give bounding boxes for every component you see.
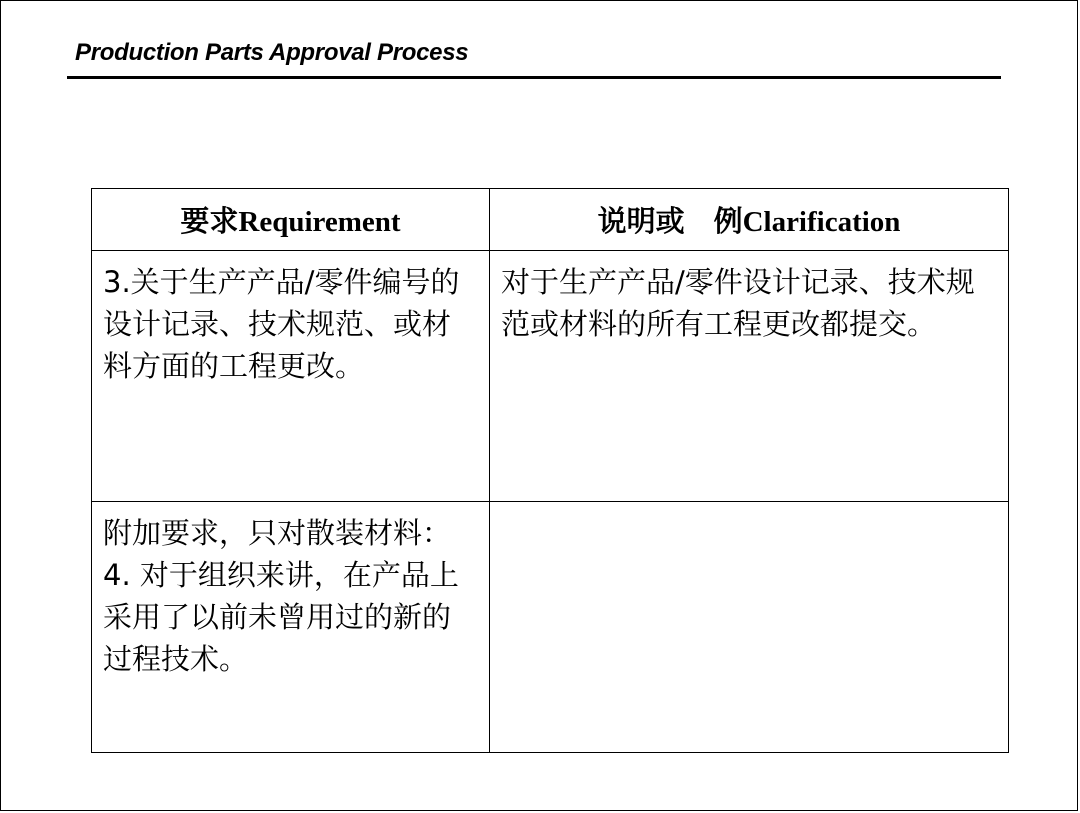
- header-divider: [67, 76, 1001, 79]
- cell-text-line: 过程技术。: [103, 642, 249, 676]
- table-row: [92, 251, 1009, 502]
- clarification-cell-empty: [490, 502, 1009, 753]
- column-header-requirement: 要求Requirement: [92, 189, 490, 251]
- requirement-cell: [92, 502, 490, 753]
- cell-text-line: 范或材料的所有工程更改都提交。: [501, 307, 937, 341]
- cell-text-line: 附加要求，只对散装材料：: [103, 516, 452, 550]
- cell-text-line: 对于生产产品/零件设计记录、技术规: [501, 265, 975, 299]
- cell-text-line: 设计记录、技术规范、或材: [103, 307, 452, 341]
- cell-text-line: 4. 对于组织来讲，在产品上: [103, 558, 459, 592]
- requirement-cell: [92, 251, 490, 502]
- clarification-cell: [490, 251, 1009, 502]
- column-header-clarification: 说明或 例Clarification: [490, 189, 1009, 251]
- cell-text-line: 3.关于生产产品/零件编号的: [103, 265, 460, 299]
- cell-text-line: 料方面的工程更改。: [103, 349, 365, 383]
- cell-text-line: 采用了以前未曾用过的新的: [103, 600, 452, 634]
- page-title: Production Parts Approval Process: [75, 39, 469, 66]
- table-header-row: [92, 189, 1009, 251]
- requirements-table: [91, 188, 1009, 753]
- table-row: [92, 502, 1009, 753]
